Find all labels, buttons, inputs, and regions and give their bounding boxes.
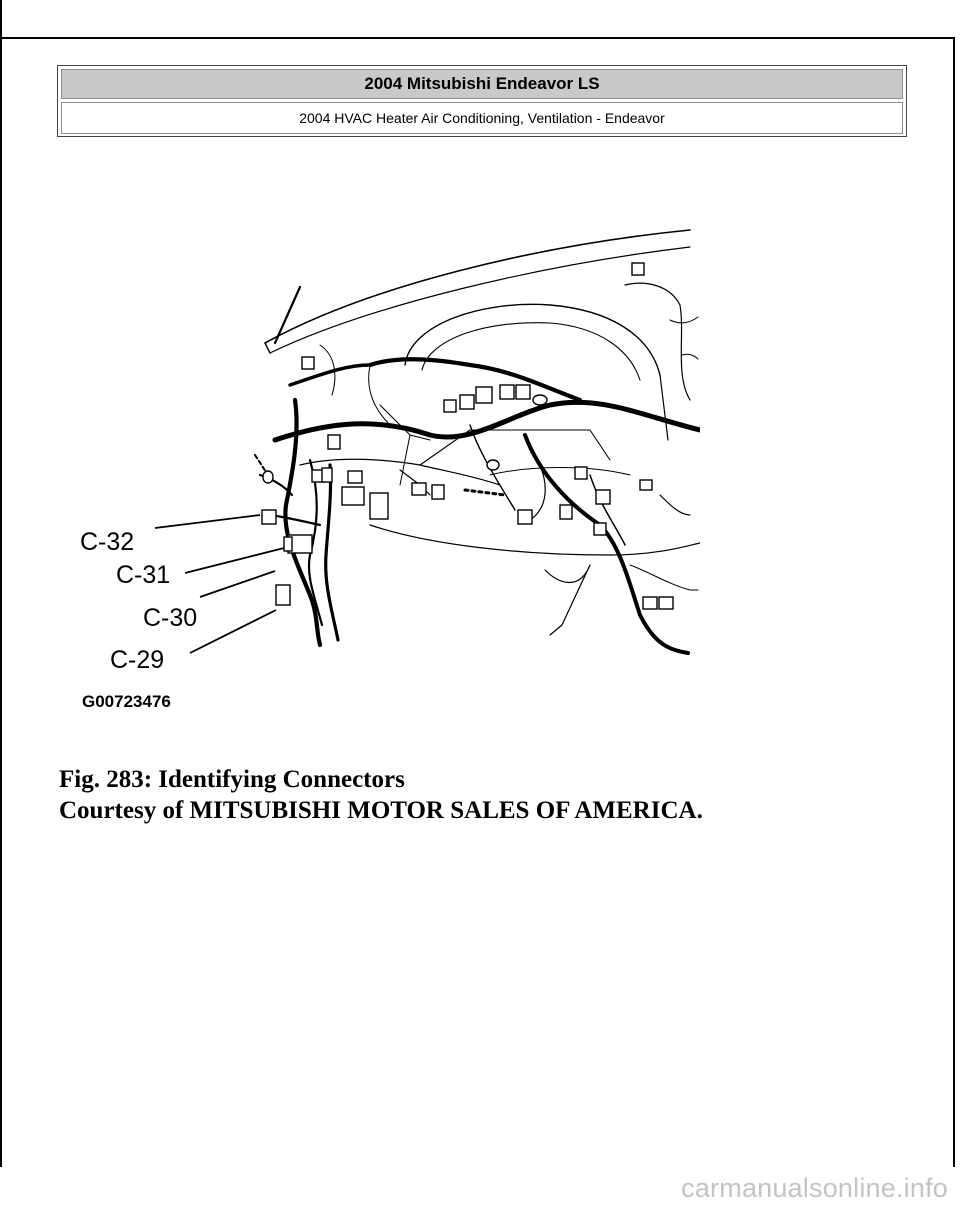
figure-credit: Courtesy of MITSUBISHI MOTOR SALES OF AMERICA. (59, 797, 703, 824)
callout-c-31: C-31 (116, 561, 171, 589)
page-border-top (0, 37, 955, 39)
section-title: 2004 HVAC Heater Air Conditioning, Ventilation - Endeavor (299, 110, 665, 126)
figure-caption: Fig. 283: Identifying Connectors (59, 766, 405, 793)
vehicle-title: 2004 Mitsubishi Endeavor LS (364, 74, 600, 93)
callout-c-32: C-32 (80, 528, 135, 556)
watermark-text: carmanualsonline.info (681, 1173, 948, 1203)
callout-c-29: C-29 (110, 646, 165, 674)
header-subtitle-row (61, 102, 903, 134)
image-code: G00723476 (82, 692, 171, 711)
header-title-row (61, 69, 903, 99)
document-header (57, 65, 907, 137)
page-border-left (0, 0, 2, 1167)
callout-c-30: C-30 (143, 604, 198, 632)
connector-diagram (70, 225, 700, 725)
page-border-right (953, 37, 955, 1167)
